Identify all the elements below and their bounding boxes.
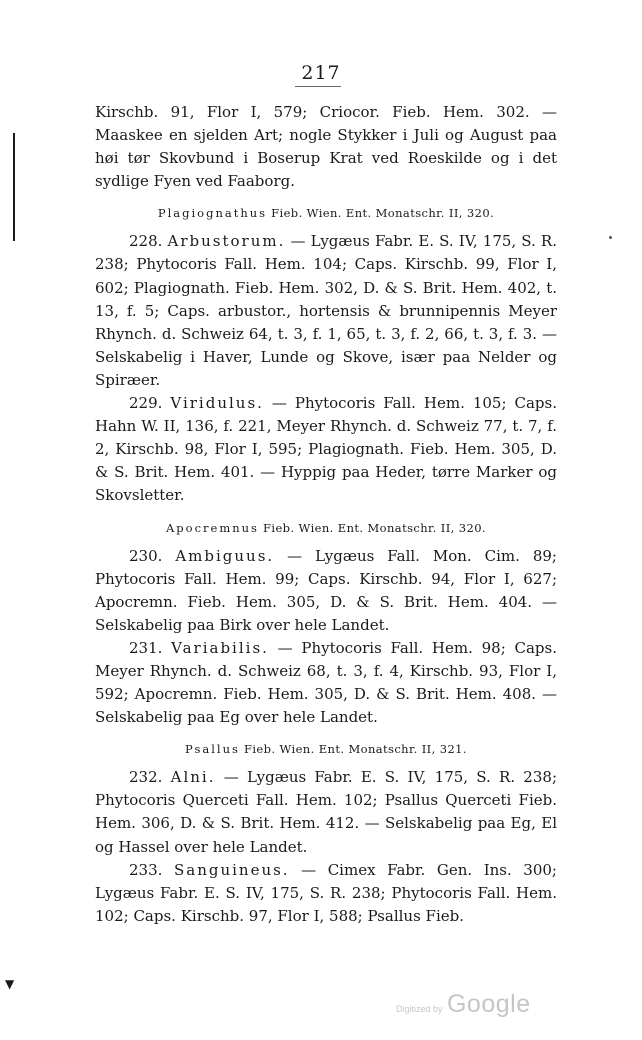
species-number: 231. [129,638,163,657]
genus-name: Plagiognathus [157,206,268,221]
species-number: 230. [129,546,163,565]
species-name: Arbustorum. [167,232,286,251]
species-name: Viridulus. [170,394,264,413]
species-entry [95,392,557,507]
species-number: 232. [129,768,163,787]
digitized-watermark [396,990,531,1019]
species-text: — Lygæus Fall. Mon. Cim. 89; Phytocoris Fall. Hem. 99; Caps. Kirschb. 94, Flor I, 627; Apocremn. Fieb. Hem. 305, D. & S. Brit. Hem. 404. — Selskabelig paa Birk over hele Landet. [95,546,557,634]
genus-heading [95,520,557,536]
genus-heading [95,205,557,221]
species-number: 228. [129,232,163,251]
species-entry [95,545,557,637]
species-name: Sanguineus. [173,860,290,879]
species-text: — Phytocoris Fall. Hem. 105; Caps. Hahn W. II, 136, f. 221, Meyer Rhynch. d. Schweiz 77, t. 7, f. 2, Kirschb. 98, Flor I, 595; Plagiognath. Fieb. Hem. 305, D. & S. Brit. Hem. 401. — Hyppig paa Heder, tørre Marker og Skovsletter. [95,394,557,505]
margin-mark [13,133,15,241]
species-number: 229. [129,394,163,413]
species-entry [95,766,557,858]
ink-speck [609,236,612,239]
species-text: — Phytocoris Fall. Hem. 98; Caps. Meyer Rhynch. d. Schweiz 68, t. 3, f. 4, Kirschb. 93, Flor I, 592; Apocremn. Fieb. Hem. 305, D. & S. Brit. Hem. 408. — Selskabelig paa Eg over hele Landet. [95,638,557,727]
species-name: Variabilis. [171,638,269,657]
species-entry [95,859,557,928]
continuation-paragraph: Kirschb. 91, Flor I, 579; Criocor. Fieb. Hem. 302. — Maaskee en sjelden Art; nogle Stykker i Juli og August paa høi tør Skovbund i Boserup Krat ved Roeskilde og i det sydlige Fyen ved Faaborg. [95,103,557,191]
species-name: Ambiguus. [175,546,275,565]
genus-heading [95,741,557,757]
genus-authority: Fieb. Wien. Ent. Monatschr. II, 320. [263,520,486,535]
species-text: — Lygæus Fabr. E. S. IV, 175, S. R. 238; Phytocoris Fall. Hem. 104; Caps. Kirschb. 99, Flor I, 602; Plagiognath. Fieb. Hem. 302, D. & S. Brit. Hem. 402, t. 13, f. 5; Caps. arbustor., hortensis & brunnipennis Meyer Rhynch. d. Schweiz 64, t. 3, f. 1, 65, t. 3, f. 2, 66, t. 3, f. 3. — Selskabelig i Haver, Lunde og Skove, især paa Nelder og Spiræer. [95,232,557,389]
genus-authority: Fieb. Wien. Ent. Monatschr. II, 320. [271,206,495,221]
page-number-rule [295,86,341,87]
page-body [95,101,557,928]
species-text: — Lygæus Fabr. E. S. IV, 175, S. R. 238; Phytocoris Querceti Fall. Hem. 102; Psallus Querceti Fieb. Hem. 306, D. & S. Brit. Hem. 412. — Selskabelig paa Eg, El og Hassel over hele Landet. [95,768,557,856]
watermark-prefix: Digitized by [396,1004,443,1014]
genus-name: Psallus [185,742,240,757]
page-number: 217 [301,62,341,84]
species-entry [95,637,557,729]
genus-authority: Fieb. Wien. Ent. Monatschr. II, 321. [243,742,467,757]
genus-name: Apocremnus [166,520,259,535]
species-text: — Cimex Fabr. Gen. Ins. 300; Lygæus Fabr. E. S. IV, 175, S. R. 238; Phytocoris Fall. Hem. 102; Caps. Kirschb. 97, Flor I, 588; Psallus Fieb. [95,860,557,925]
species-name: Alni. [170,768,216,787]
watermark-brand: Google [446,990,531,1018]
species-number: 233. [129,860,163,879]
species-entry [95,230,557,392]
corner-arrow-icon: ▼ [5,977,15,991]
